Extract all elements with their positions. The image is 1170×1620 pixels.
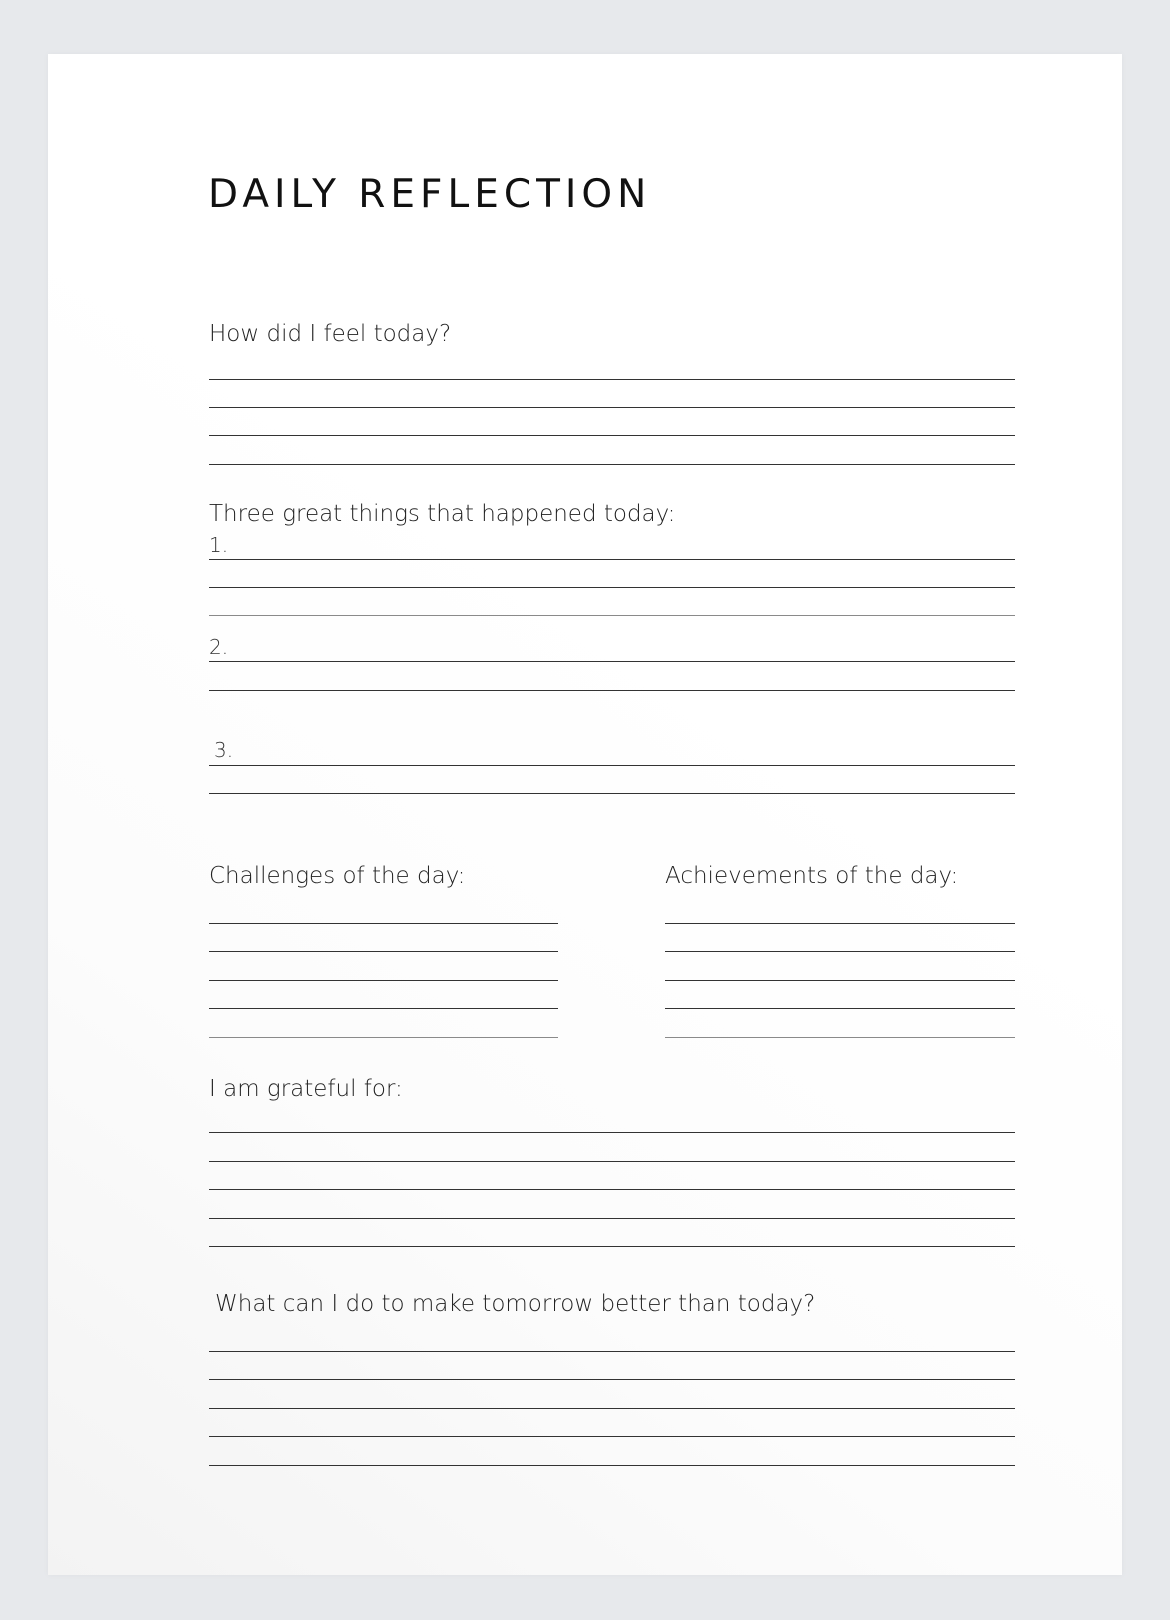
feel-writing-line-1[interactable] xyxy=(209,379,1015,380)
worksheet-page xyxy=(48,54,1122,1575)
great-thing-1-line-3[interactable] xyxy=(209,615,1015,616)
achievements-line-5[interactable] xyxy=(665,1037,1015,1038)
great-thing-3-line-2[interactable] xyxy=(209,793,1015,794)
grateful-line-2[interactable] xyxy=(209,1161,1015,1162)
achievements-line-2[interactable] xyxy=(665,951,1015,952)
tomorrow-line-1[interactable] xyxy=(209,1351,1015,1352)
challenges-line-1[interactable] xyxy=(209,923,558,924)
challenges-line-5[interactable] xyxy=(209,1037,558,1038)
grateful-line-4[interactable] xyxy=(209,1218,1015,1219)
great-thing-number-3: 3. xyxy=(214,738,234,762)
great-thing-1-line-1[interactable] xyxy=(209,559,1015,560)
tomorrow-line-4[interactable] xyxy=(209,1436,1015,1437)
tomorrow-line-3[interactable] xyxy=(209,1408,1015,1409)
great-thing-3-line-1[interactable] xyxy=(209,765,1015,766)
grateful-line-3[interactable] xyxy=(209,1189,1015,1190)
achievements-prompt: Achievements of the day: xyxy=(665,863,959,889)
challenges-line-3[interactable] xyxy=(209,980,558,981)
grateful-line-5[interactable] xyxy=(209,1246,1015,1247)
feel-writing-line-4[interactable] xyxy=(209,464,1015,465)
feel-writing-line-3[interactable] xyxy=(209,435,1015,436)
great-thing-1-line-2[interactable] xyxy=(209,587,1015,588)
challenges-line-4[interactable] xyxy=(209,1008,558,1009)
tomorrow-prompt: What can I do to make tomorrow better than today? xyxy=(215,1291,816,1317)
great-things-prompt: Three great things that happened today: xyxy=(209,501,676,527)
great-thing-2-line-2[interactable] xyxy=(209,690,1015,691)
challenges-line-2[interactable] xyxy=(209,951,558,952)
challenges-prompt: Challenges of the day: xyxy=(209,863,466,889)
feel-writing-line-2[interactable] xyxy=(209,407,1015,408)
achievements-line-1[interactable] xyxy=(665,923,1015,924)
great-thing-number-1: 1. xyxy=(209,533,229,557)
grateful-line-1[interactable] xyxy=(209,1132,1015,1133)
tomorrow-line-5[interactable] xyxy=(209,1465,1015,1466)
great-thing-number-2: 2. xyxy=(209,635,229,659)
page-title: DAILY REFLECTION xyxy=(208,172,652,217)
tomorrow-line-2[interactable] xyxy=(209,1379,1015,1380)
grateful-prompt: I am grateful for: xyxy=(209,1076,403,1102)
feel-prompt: How did I feel today? xyxy=(209,321,452,347)
great-thing-2-line-1[interactable] xyxy=(209,661,1015,662)
achievements-line-4[interactable] xyxy=(665,1008,1015,1009)
achievements-line-3[interactable] xyxy=(665,980,1015,981)
